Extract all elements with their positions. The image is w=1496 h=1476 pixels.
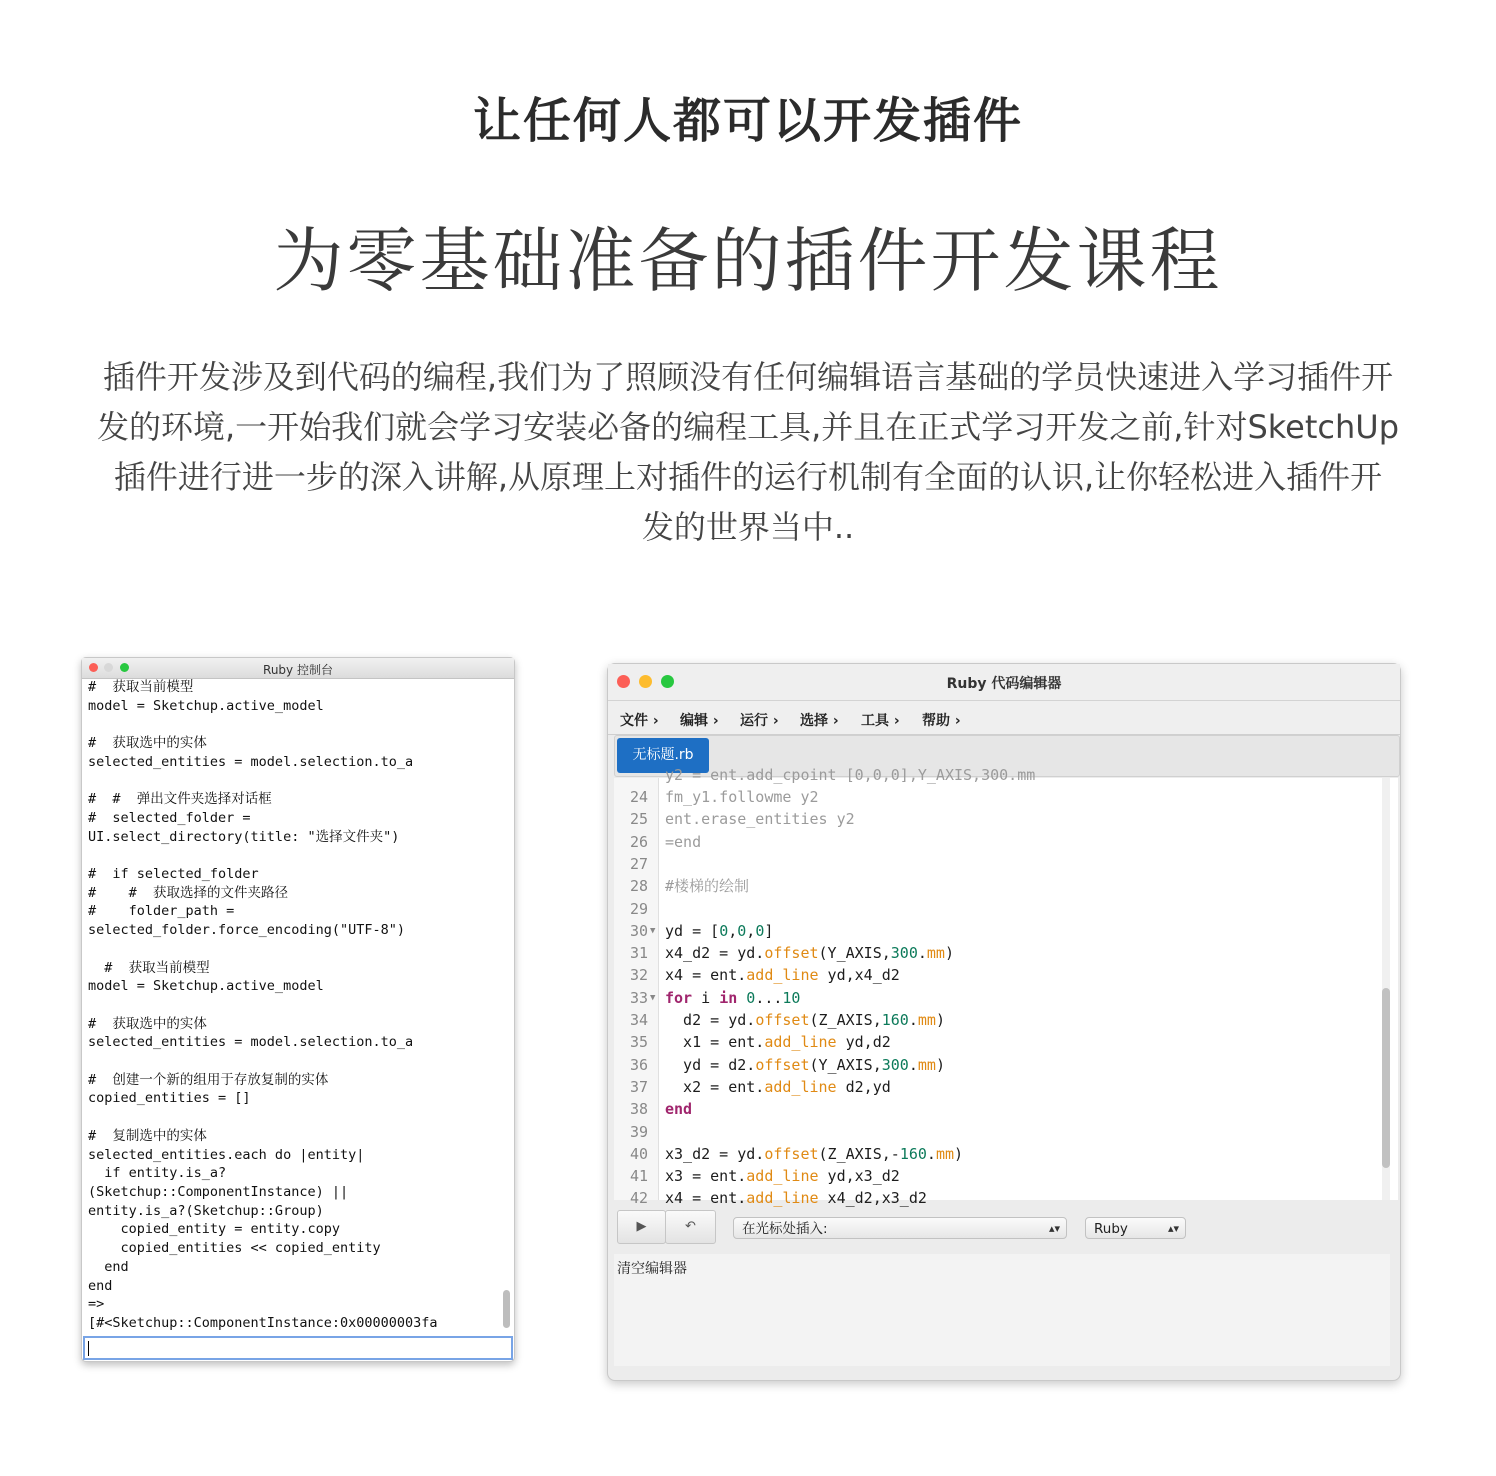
code-token: i: [692, 988, 720, 1007]
fold-arrow-icon: ▼: [650, 992, 656, 1003]
page-heading: 让任何人都可以开发插件: [472, 93, 1023, 149]
code-token: d2 = yd.: [665, 1011, 756, 1029]
line-number: 32: [629, 966, 648, 985]
code-token: 160: [899, 1144, 927, 1163]
code-token: x4_d2,x3_d2: [818, 1189, 927, 1208]
console-title: Ruby 控制台: [263, 663, 333, 677]
editor-menubar: [608, 701, 1400, 735]
code-token: offset: [755, 1055, 810, 1074]
line-number: 26: [629, 832, 648, 851]
code-token: 300: [881, 1055, 909, 1074]
line-number: 38: [629, 1100, 648, 1119]
undo-button[interactable]: [665, 1210, 716, 1244]
language-select-value: Ruby: [1094, 1221, 1128, 1237]
description-line: 发的世界当中..: [641, 508, 855, 546]
code-line: [614, 1187, 1374, 1209]
editor-title: Ruby 代码编辑器: [946, 676, 1062, 692]
line-number: 35: [629, 1033, 648, 1052]
code-token: 300: [890, 944, 918, 963]
tab-untitled[interactable]: 无标题.rb: [617, 738, 709, 773]
code-line: [614, 786, 1374, 808]
code-token: 0: [746, 988, 756, 1007]
page-subheading: 为零基础准备的插件开发课程: [273, 220, 1223, 302]
language-select[interactable]: [1085, 1217, 1186, 1239]
code-area[interactable]: [614, 766, 1398, 1208]
code-token: .: [926, 1144, 936, 1163]
code-token: fm_y1.followme y2: [665, 788, 819, 806]
line-number: 34: [629, 1011, 648, 1029]
line-number: 28: [629, 877, 648, 896]
undo-icon: ↶: [685, 1219, 696, 1234]
code-token: x4_d2 = yd.: [665, 944, 765, 963]
code-text: [665, 1098, 692, 1120]
fold-arrow-icon: ▼: [650, 925, 656, 936]
code-text: [665, 1009, 945, 1031]
insert-select[interactable]: [733, 1217, 1067, 1239]
code-line: [614, 1076, 1374, 1098]
code-line: [614, 1098, 1374, 1120]
code-line: [614, 875, 1374, 897]
code-token: x4 = ent.: [665, 966, 747, 985]
code-token: mm: [935, 1144, 954, 1163]
code-token: add_line: [764, 1077, 837, 1096]
scrollbar-thumb[interactable]: [1382, 988, 1390, 1168]
code-text: [665, 1054, 945, 1076]
text-caret: [88, 1341, 89, 1356]
code-token: yd = [: [665, 921, 720, 940]
code-token: d2,yd: [836, 1077, 891, 1096]
code-line: [614, 1031, 1374, 1053]
line-number: 36: [629, 1055, 648, 1074]
code-token: (Z_AXIS,-: [818, 1144, 900, 1163]
code-token: ,: [746, 921, 756, 940]
console-titlebar: [82, 658, 514, 679]
code-line: [614, 1143, 1374, 1165]
line-number: 25: [629, 810, 648, 829]
code-token: add_line: [746, 1167, 819, 1186]
code-token: (Y_AXIS,: [818, 944, 891, 963]
code-token: 0: [755, 921, 765, 940]
code-token: [737, 989, 746, 1007]
code-token: end: [665, 1100, 693, 1119]
code-token: yd,x3_d2: [818, 1167, 900, 1186]
menu-edit[interactable]: 编辑 ›: [680, 713, 719, 729]
line-number: 41: [629, 1167, 648, 1186]
code-token: yd,x4_d2: [818, 966, 900, 985]
select-arrows-icon: ▴▾: [1048, 1222, 1060, 1235]
code-token: in: [719, 988, 738, 1007]
line-number: 29: [629, 899, 648, 918]
line-number: 42: [629, 1189, 648, 1208]
description-line: 插件进行进一步的深入讲解,从原理上对插件的运行机制有全面的认识,让你轻松进入插件开: [113, 458, 1383, 496]
code-token: mm: [917, 1011, 936, 1029]
code-token: add_line: [746, 966, 819, 985]
code-token: ent.erase_entities y2: [665, 810, 855, 829]
line-number: 37: [629, 1077, 648, 1096]
code-text: [665, 987, 800, 1009]
code-token: .: [908, 1055, 918, 1074]
code-token: ,: [728, 921, 738, 940]
code-token: yd = d2.: [665, 1055, 756, 1074]
console-output: # 获取当前模型 model = Sketchup.active_model # 获取选中的实体 selected_entities = model.selection.to_a # # 弹出文件夹选择对话框 # selected_folder = UI.select_directory(title: "选择文件夹") # if selected_folder # # 获取选择的文件夹路径 # folder_path = selected_folder.force_encoding("UTF-8") # 获取当前模型 model = Sketchup.active_model # 获取选中的实体 selected_entities = model.selection.to_a # 创建一个新的组用于存放复制的实体 copied_entities = [] # 复制选中的实体 selected_entities.each do |entity| if entity.is_a? (Sketchup::ComponentInstance) || entity.is_a?(Sketchup::Group) copied_entity = entity.copy copied_entities << copied_entity end end => [#<Sketchup::ComponentInstance:0x00000003fa: [88, 679, 438, 1331]
code-text: [665, 808, 855, 830]
line-number: 24: [629, 788, 648, 806]
code-line: [614, 898, 1374, 920]
menu-select[interactable]: 选择 ›: [800, 713, 839, 729]
code-token: ): [935, 1055, 945, 1074]
line-number: 40: [629, 1144, 648, 1163]
code-token: 160: [881, 1011, 909, 1029]
code-token: add_line: [764, 1033, 837, 1052]
code-token: x1 = ent.: [665, 1033, 765, 1052]
code-token: ): [954, 1144, 964, 1163]
code-token: mm: [917, 1055, 936, 1074]
code-text: [665, 1031, 891, 1053]
code-token: (Y_AXIS,: [809, 1055, 882, 1074]
code-text: [665, 964, 900, 986]
code-token: 10: [782, 988, 801, 1007]
page-description: [70, 352, 1426, 552]
code-text: [665, 1143, 963, 1165]
editor-toolbar: [614, 1210, 1398, 1248]
editor-output-panel: [614, 1254, 1390, 1366]
code-token: 0: [719, 921, 729, 940]
code-token: yd,d2: [836, 1033, 891, 1052]
code-token: for: [665, 988, 693, 1007]
editor-titlebar: [608, 664, 1400, 701]
code-text: [665, 875, 749, 897]
line-number: 30: [629, 921, 648, 940]
code-token: ]: [764, 921, 774, 940]
code-line: [614, 942, 1374, 964]
code-token: ...: [755, 988, 783, 1007]
code-token: #楼梯的绘制: [665, 877, 750, 896]
menu-file[interactable]: 文件 ›: [620, 713, 659, 729]
code-line: [614, 1121, 1374, 1143]
ruby-editor-window: [607, 663, 1401, 1381]
line-number: 33: [629, 988, 648, 1007]
code-token: .: [908, 1011, 918, 1029]
code-token: x3 = ent.: [665, 1167, 747, 1186]
code-line: [614, 1165, 1374, 1187]
clear-editor-button[interactable]: 清空编辑器: [617, 1261, 687, 1277]
code-token: mm: [926, 944, 945, 963]
code-token: offset: [764, 1144, 819, 1163]
code-token: 0: [737, 921, 747, 940]
description-line: 发的环境,一开始我们就会学习安装必备的编程工具,并且在正式学习开发之前,针对SketchUp: [96, 408, 1400, 446]
code-token: =end: [665, 832, 702, 851]
code-token: x2 = ent.: [665, 1077, 765, 1096]
line-number: 31: [629, 944, 648, 963]
code-text: [665, 1187, 927, 1209]
code-token: .: [917, 944, 927, 963]
code-token: ): [944, 944, 954, 963]
code-text: y2 = ent.add_cpoint [0,0,0],Y_AXIS,300.mm: [665, 766, 1036, 784]
ruby-console-window: [81, 657, 515, 1362]
select-arrows-icon: ▴▾: [1167, 1222, 1179, 1235]
menu-help[interactable]: 帮助 ›: [922, 713, 961, 729]
code-line: [614, 1009, 1374, 1031]
code-text: [665, 1076, 891, 1098]
code-token: offset: [764, 944, 819, 963]
code-token: x4 = ent.: [665, 1189, 747, 1208]
code-line: [614, 831, 1374, 853]
console-scrollbar[interactable]: [503, 1290, 510, 1328]
code-line: [614, 808, 1374, 830]
insert-select-value: 在光标处插入:: [742, 1221, 828, 1237]
code-token: offset: [755, 1011, 810, 1029]
code-token: add_line: [746, 1189, 819, 1208]
code-line: [614, 987, 1374, 1009]
menu-run[interactable]: 运行 ›: [740, 713, 779, 729]
console-input[interactable]: [83, 1336, 513, 1360]
code-text: [665, 831, 701, 853]
run-button[interactable]: [617, 1210, 666, 1244]
play-icon: ▶: [636, 1219, 647, 1234]
code-text: [665, 942, 954, 964]
code-line: [614, 920, 1374, 942]
code-token: (Z_AXIS,: [809, 1011, 882, 1029]
code-line-partial: [614, 764, 1374, 786]
description-line: 插件开发涉及到代码的编程,我们为了照顾没有任何编辑语言基础的学员快速进入学习插件开: [102, 358, 1394, 396]
line-number: 27: [629, 854, 648, 873]
code-text: [665, 1165, 900, 1187]
code-token: ): [935, 1011, 945, 1029]
menu-tools[interactable]: 工具 ›: [861, 713, 900, 729]
code-text: [665, 786, 819, 808]
line-number: 39: [629, 1122, 648, 1141]
code-line: [614, 1054, 1374, 1076]
code-line: [614, 853, 1374, 875]
code-line: [614, 964, 1374, 986]
code-text: [665, 920, 773, 942]
code-scrollbar[interactable]: [1382, 778, 1390, 1200]
code-token: x3_d2 = yd.: [665, 1144, 765, 1163]
